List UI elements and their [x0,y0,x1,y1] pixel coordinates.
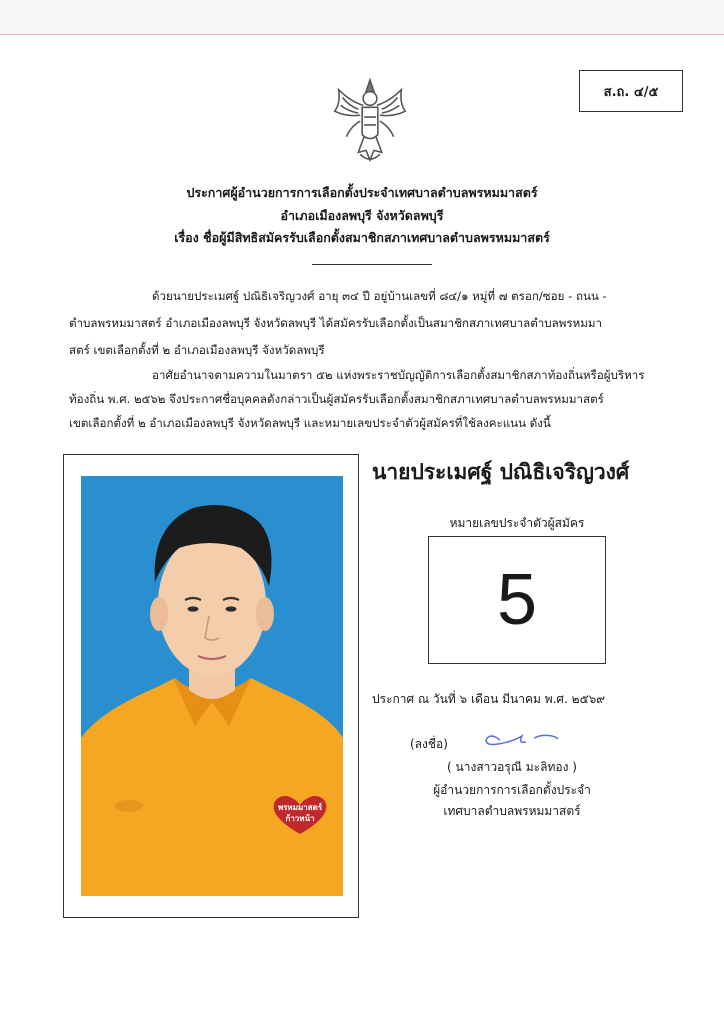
para2-line3: เขตเลือกตั้งที่ ๒ อำเภอเมืองลพบุรี จังหวัดลพบุรี และหมายเลขประจำตัวผู้สมัครที่ใช้ลงคะแนน ดังนี้ [69,416,551,430]
para2-line1: อาศัยอำนาจตามความในมาตรา ๕๒ แห่งพระราชบัญญัติการเลือกตั้งสมาชิกสภาท้องถิ่นหรือผู้บริหาร [152,368,645,382]
signature-label: (ลงชื่อ) [410,737,448,751]
para1-line2: ตำบลพรหมมาสตร์ อำเภอเมืองลพบุรี จังหวัดลพบุรี ได้สมัครรับเลือกตั้งเป็นสมาชิกสภาเทศบาลตำบลพรหมมา [69,316,603,330]
garuda-emblem-icon [321,72,419,170]
announcement-date: ประกาศ ณ วันที่ ๖ เดือน มีนาคม พ.ศ. ๒๕๖๙ [372,692,606,706]
header-divider [312,264,432,265]
pin-text-bottom: ก้าวหน้า [285,814,315,823]
header-subject: เรื่อง ชื่อผู้มีสิทธิสมัครรับเลือกตั้งสมาชิกสภาเทศบาลตำบลพรหมมาสตร์ [174,230,550,245]
header-title: ประกาศผู้อำนวยการการเลือกตั้งประจำเทศบาลตำบลพรหมมาสตร์ [186,185,538,200]
party-heart-pin [272,794,328,834]
para2-line2: ท้องถิ่น พ.ศ. ๒๕๖๒ จึงประกาศชื่อบุคคลดังกล่าวเป็นผู้สมัครรับเลือกตั้งสมาชิกสภาเทศบาลตำบลพรหมมาสตร์ [69,392,604,406]
candidate-number-box: 5 [428,536,606,664]
header-district: อำเภอเมืองลพบุรี จังหวัดลพบุรี [280,208,444,223]
scan-top-strip [0,0,724,34]
signer-name: ( นางสาวอรุณี มะลิทอง ) [447,760,577,774]
signer-title-line1: ผู้อำนวยการการเลือกตั้งประจำ [433,783,591,797]
candidate-number-caption: หมายเลขประจำตัวผู้สมัคร [449,516,585,530]
handwritten-signature [482,728,562,752]
pin-text-top: พรหมมาสตร์ [277,803,323,812]
para1-line1: ด้วยนายประเมศฐ์ ปณิธิเจริญวงศ์ อายุ ๓๔ ปี อยู่บ้านเลขที่ ๘๔/๑ หมู่ที่ ๗ ตรอก/ซอย - ถนน - [152,289,607,303]
para1-line3: สตร์ เขตเลือกตั้งที่ ๒ อำเภอเมืองลพบุรี จังหวัดลพบุรี [69,343,325,357]
scan-top-rule [0,34,724,35]
candidate-name: นายประเมศฐ์ ปณิธิเจริญวงศ์ [372,460,630,484]
form-code-box: ส.ถ. ๔/๕ [579,70,683,112]
signer-title-line2: เทศบาลตำบลพรหมมาสตร์ [443,804,581,818]
